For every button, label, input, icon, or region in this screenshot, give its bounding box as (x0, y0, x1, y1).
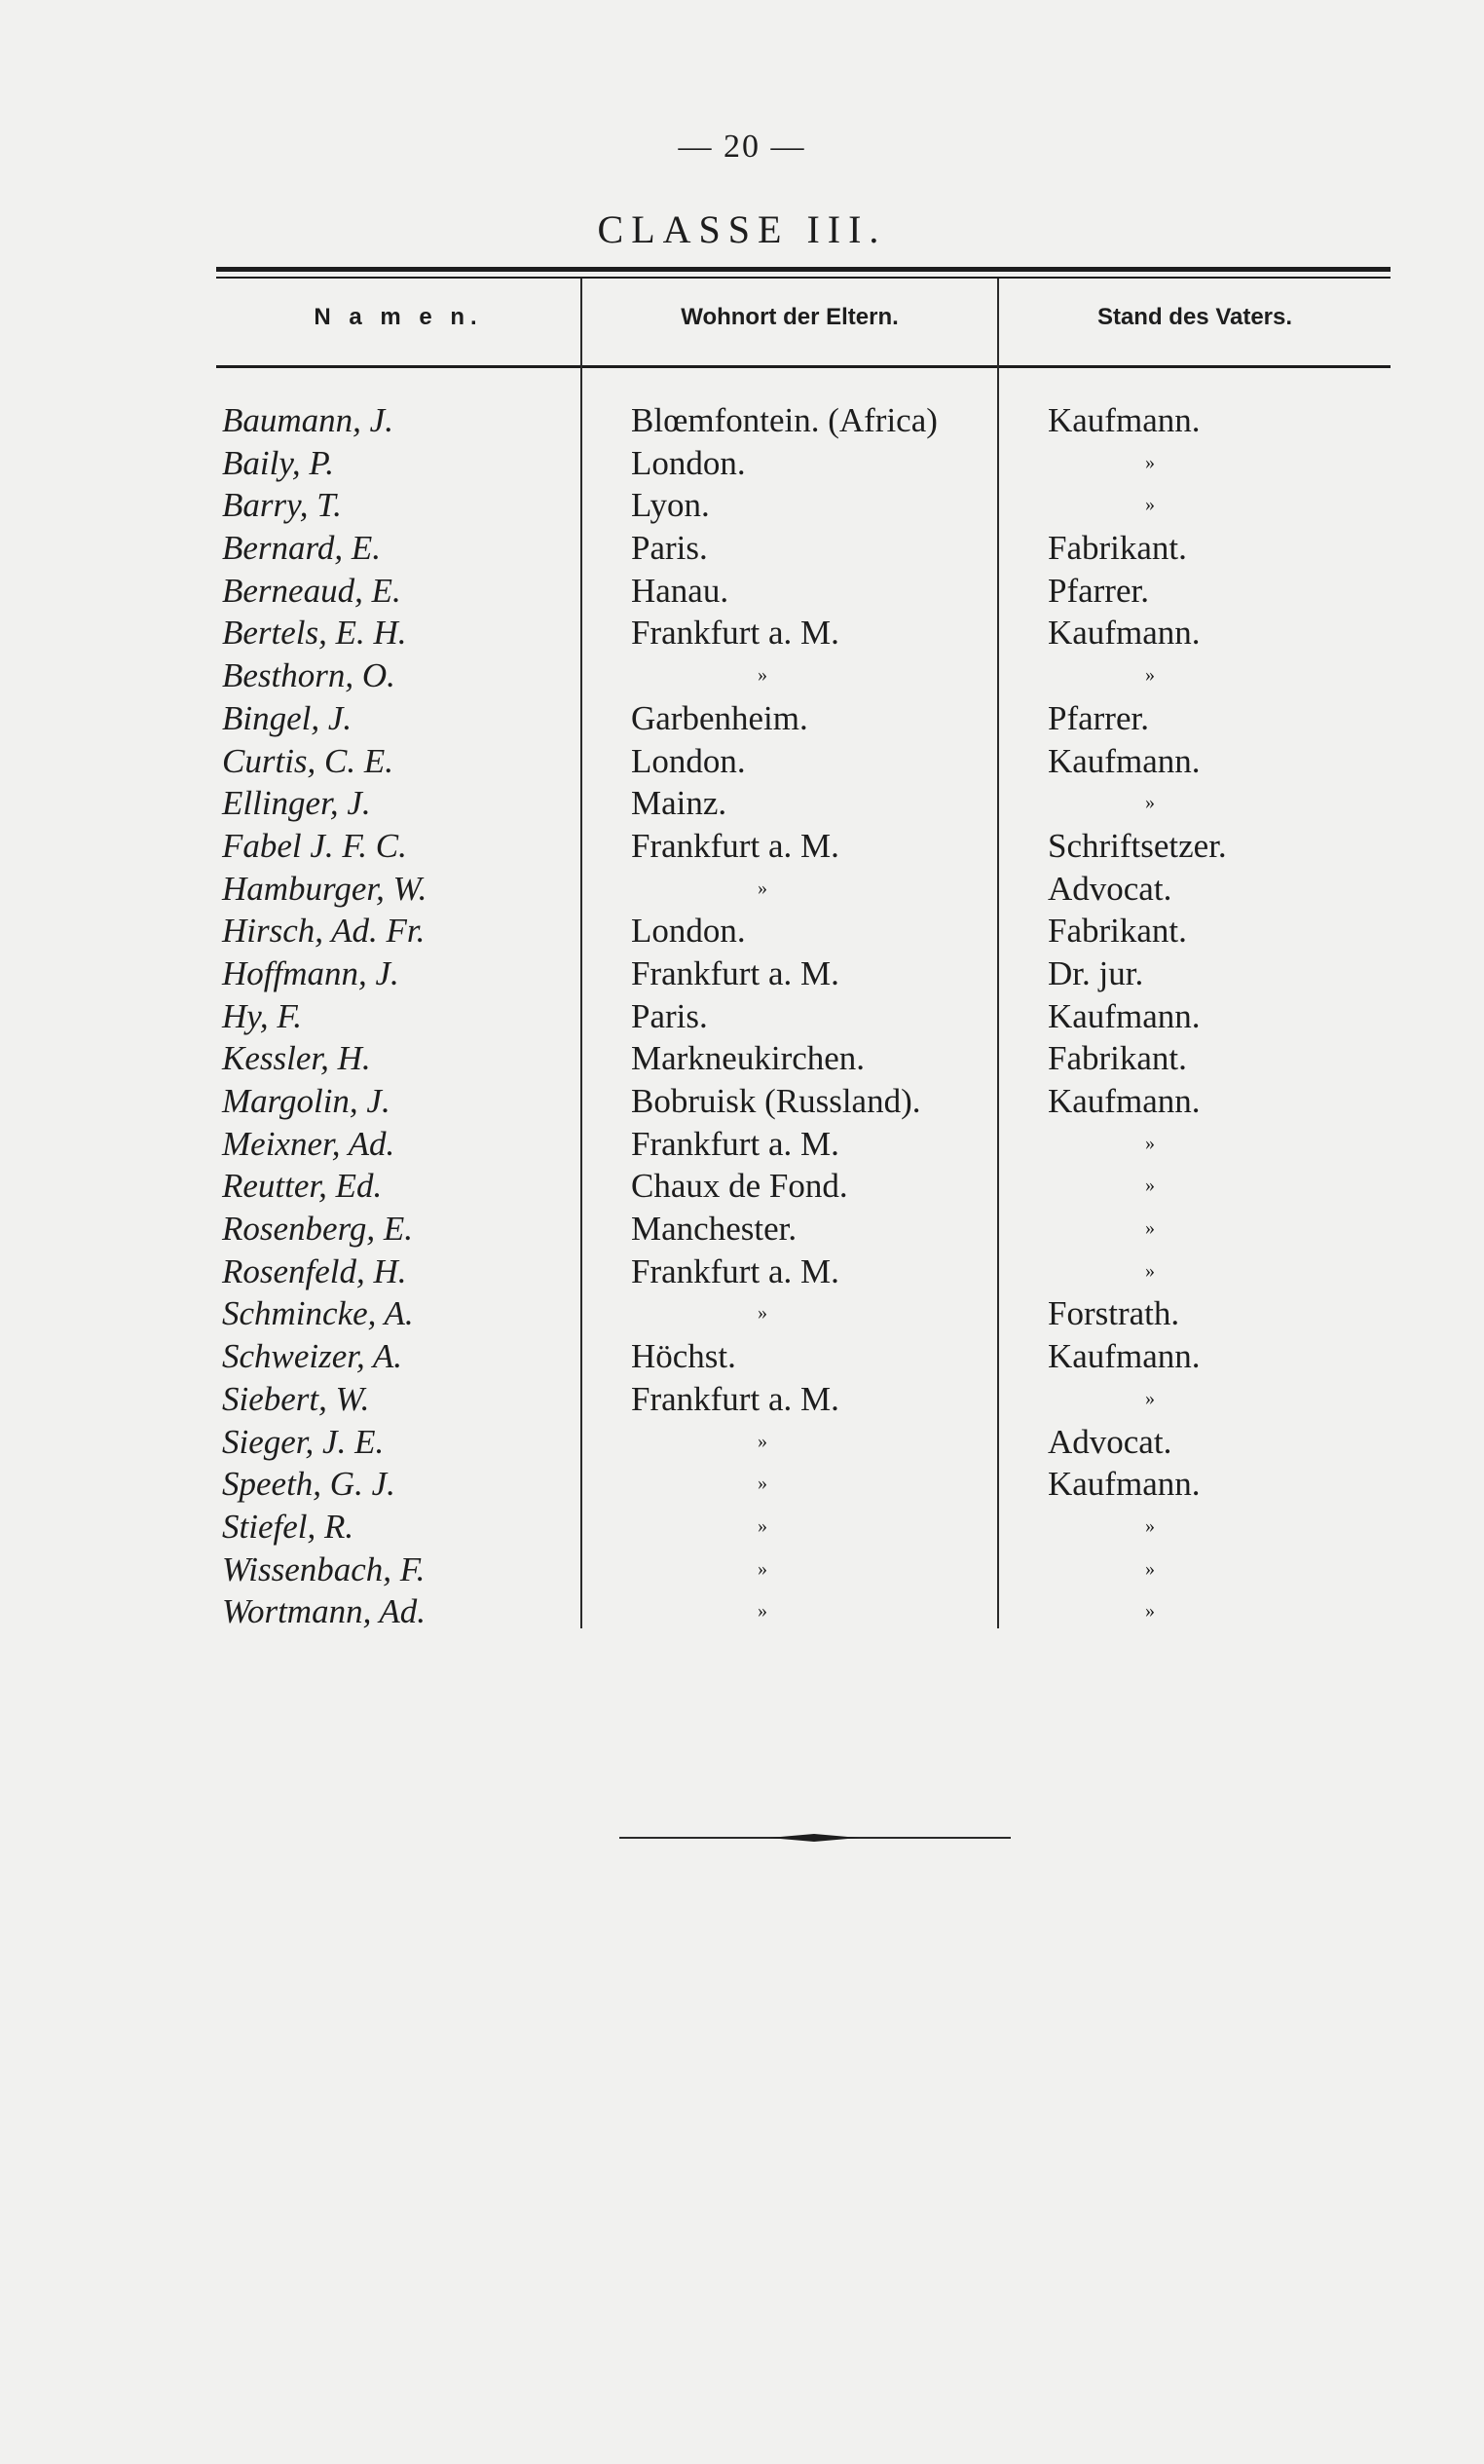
student-name: Curtis, C. E. (222, 741, 394, 780)
parent-residence: Lyon. (631, 486, 710, 525)
table-row (0, 995, 1484, 1038)
father-occupation: » (1145, 1259, 1155, 1282)
parent-residence: Garbenheim. (631, 698, 808, 737)
student-name: Wissenbach, F. (222, 1549, 426, 1588)
table-row (0, 952, 1484, 995)
parent-residence: Bobruisk (Russland). (631, 1082, 921, 1120)
parent-residence: » (758, 1557, 767, 1580)
father-occupation: Pfarrer. (1048, 571, 1149, 610)
parent-residence: » (758, 1302, 767, 1325)
table-row (0, 697, 1484, 740)
student-name: Sieger, J. E. (222, 1422, 385, 1461)
father-occupation: » (1145, 1557, 1155, 1580)
student-name: Schmincke, A. (222, 1294, 414, 1333)
table-row (0, 570, 1484, 613)
column-header-father: Stand des Vaters. (1096, 304, 1293, 330)
table-row (0, 1123, 1484, 1166)
table-row (0, 868, 1484, 911)
student-name: Speeth, G. J. (222, 1465, 395, 1504)
father-occupation: » (1145, 1514, 1155, 1537)
parent-residence: Frankfurt a. M. (631, 1251, 839, 1290)
father-occupation: Advocat. (1048, 1422, 1172, 1461)
student-name: Wortmann, Ad. (222, 1592, 427, 1631)
parent-residence: » (758, 1600, 767, 1623)
table-row (0, 1037, 1484, 1080)
student-name: Ellinger, J. (222, 784, 371, 823)
father-occupation: Kaufmann. (1048, 741, 1201, 780)
father-occupation: » (1145, 1175, 1155, 1197)
student-name: Stiefel, R. (222, 1507, 354, 1546)
student-name: Baily, P. (222, 443, 335, 482)
father-occupation: » (1145, 664, 1155, 687)
father-occupation: Schriftsetzer. (1048, 826, 1227, 865)
parent-residence: Markneukirchen. (631, 1039, 866, 1078)
table-row (0, 782, 1484, 825)
parent-residence: Blœmfontein. (Africa) (631, 401, 938, 439)
table-row (0, 654, 1484, 697)
father-occupation: » (1145, 1600, 1155, 1623)
parent-residence: Frankfurt a. M. (631, 1124, 839, 1163)
student-name: Fabel J. F. C. (222, 826, 407, 865)
father-occupation: » (1145, 1132, 1155, 1154)
parent-residence: Frankfurt a. M. (631, 826, 839, 865)
student-name: Hamburger, W. (222, 869, 427, 908)
father-occupation: » (1145, 451, 1155, 473)
father-occupation: Advocat. (1048, 869, 1172, 908)
student-name: Hirsch, Ad. Fr. (222, 912, 426, 951)
father-occupation: » (1145, 792, 1155, 814)
parent-residence: London. (631, 912, 746, 951)
student-name: Bernard, E. (222, 529, 381, 568)
table-row (0, 1165, 1484, 1208)
student-name: Meixner, Ad. (222, 1124, 395, 1163)
table-row (0, 910, 1484, 952)
father-occupation: Fabrikant. (1048, 529, 1187, 568)
student-name: Barry, T. (222, 486, 342, 525)
table-row (0, 1208, 1484, 1251)
table-row (0, 527, 1484, 570)
student-name: Siebert, W. (222, 1379, 370, 1418)
page-number: — 20 — (678, 129, 806, 165)
parent-residence: Höchst. (631, 1337, 736, 1376)
table-row (0, 1421, 1484, 1464)
table-row (0, 1080, 1484, 1123)
student-name: Baumann, J. (222, 401, 393, 439)
student-name: Berneaud, E. (222, 571, 401, 610)
table-row (0, 740, 1484, 783)
table-row (0, 1251, 1484, 1293)
class-title: CLASSE III. (597, 207, 887, 251)
parent-residence: Chaux de Fond. (631, 1167, 848, 1206)
father-occupation: Pfarrer. (1048, 698, 1149, 737)
table-row (0, 1506, 1484, 1549)
father-occupation: Forstrath. (1048, 1294, 1180, 1333)
father-occupation: Kaufmann. (1048, 1082, 1201, 1120)
father-occupation: » (1145, 1387, 1155, 1409)
parent-residence: Frankfurt a. M. (631, 1379, 839, 1418)
table-row (0, 442, 1484, 485)
father-occupation: Kaufmann. (1048, 996, 1201, 1035)
parent-residence: » (758, 1473, 767, 1495)
student-name: Hoffmann, J. (222, 953, 399, 992)
student-name: Rosenberg, E. (222, 1210, 414, 1249)
parent-residence: Frankfurt a. M. (631, 953, 839, 992)
father-occupation: Kaufmann. (1048, 401, 1201, 439)
parent-residence: London. (631, 741, 746, 780)
student-name: Margolin, J. (222, 1082, 390, 1120)
table-top-rule-thin (216, 277, 1391, 279)
student-name: Bingel, J. (222, 698, 352, 737)
father-occupation: Fabrikant. (1048, 912, 1187, 951)
table-row (0, 1549, 1484, 1591)
table-row (0, 1292, 1484, 1335)
student-name: Reutter, Ed. (222, 1167, 383, 1206)
parent-residence: Paris. (631, 529, 708, 568)
student-list (0, 399, 1484, 1633)
table-row (0, 1590, 1484, 1633)
parent-residence: » (758, 664, 767, 687)
parent-residence: Paris. (631, 996, 708, 1035)
table-row (0, 399, 1484, 442)
father-occupation: Dr. jur. (1048, 953, 1144, 992)
student-name: Bertels, E. H. (222, 614, 407, 653)
student-name: Rosenfeld, H. (222, 1251, 407, 1290)
parent-residence: » (758, 877, 767, 899)
table-row (0, 484, 1484, 527)
parent-residence: London. (631, 443, 746, 482)
table-row (0, 825, 1484, 868)
parent-residence: Manchester. (631, 1210, 798, 1249)
parent-residence: » (758, 1514, 767, 1537)
table-row (0, 1463, 1484, 1506)
parent-residence: Mainz. (631, 784, 727, 823)
student-name: Schweizer, A. (222, 1337, 403, 1376)
column-header-name: N a m e n. (314, 304, 483, 330)
student-name: Kessler, H. (222, 1039, 371, 1078)
closing-ornament (769, 1834, 859, 1842)
parent-residence: » (758, 1430, 767, 1452)
parent-residence: Frankfurt a. M. (631, 614, 839, 653)
parent-residence: Hanau. (631, 571, 729, 610)
father-occupation: » (1145, 494, 1155, 516)
father-occupation: Kaufmann. (1048, 1465, 1201, 1504)
student-name: Hy, F. (222, 996, 302, 1035)
father-occupation: » (1145, 1217, 1155, 1240)
father-occupation: Kaufmann. (1048, 614, 1201, 653)
table-row (0, 612, 1484, 654)
father-occupation: Fabrikant. (1048, 1039, 1187, 1078)
student-name: Besthorn, O. (222, 656, 395, 695)
header-bottom-rule (216, 365, 1391, 368)
table-row (0, 1335, 1484, 1378)
table-row (0, 1378, 1484, 1421)
father-occupation: Kaufmann. (1048, 1337, 1201, 1376)
column-header-residence: Wohnort der Eltern. (681, 304, 899, 330)
table-top-rule (216, 267, 1391, 272)
